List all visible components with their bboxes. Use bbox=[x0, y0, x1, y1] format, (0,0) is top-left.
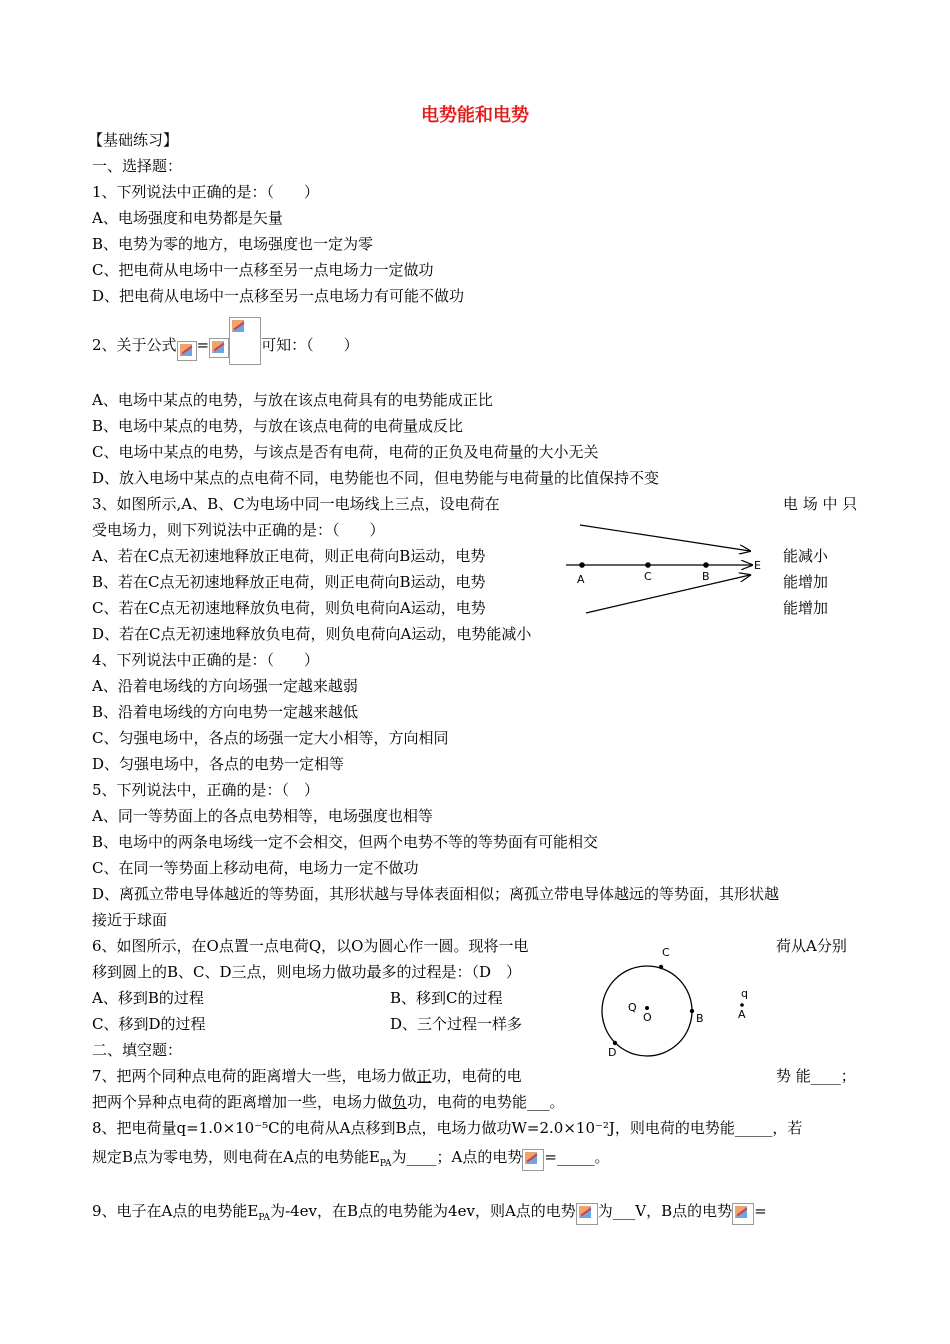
q7-answer-negative: 负 bbox=[392, 1093, 408, 1111]
q6-stem-line1: 6、如图所示，在O点置一点电荷Q，以O为圆心作一圆。现将一电 bbox=[92, 937, 529, 955]
q9-mid2: 为___V，B点的电势 bbox=[597, 1202, 733, 1220]
part1-heading: 一、选择题： bbox=[92, 157, 183, 175]
q3-option-b-end: 能增加 bbox=[783, 573, 829, 591]
q6-option-a: A、移到B的过程 bbox=[92, 989, 204, 1007]
q8-line1: 8、把电荷量q=1.0×10⁻⁵C的电荷从A点移到B点，电场力做功W=2.0×10⁻²J，则电荷的电势能_____，若 bbox=[92, 1119, 803, 1137]
point-a-label: A bbox=[738, 1008, 746, 1021]
formula-image-icon bbox=[177, 341, 197, 361]
q5-option-b: B、电场中的两条电场线一定不会相交，但两个电势不等的等势面有可能相交 bbox=[92, 833, 599, 851]
q3-option-c-end: 能增加 bbox=[783, 599, 829, 617]
q7-line1-right: 势 能____； bbox=[776, 1067, 856, 1085]
q2-equals: = bbox=[196, 336, 210, 354]
q6-stem-line1-right: 荷从A分别 bbox=[776, 937, 847, 955]
q5-option-c: C、在同一等势面上移动电荷，电场力一定不做功 bbox=[92, 859, 419, 877]
point-a-dot bbox=[579, 562, 585, 568]
q3-option-a-end: 能减小 bbox=[783, 547, 829, 565]
q2-stem bbox=[92, 327, 359, 365]
page-title: 电势能和电势 bbox=[421, 105, 529, 126]
point-c-dot bbox=[645, 562, 651, 568]
test-charge-dot bbox=[740, 1003, 744, 1007]
q3-option-d: D、若在C点无初速地释放负电荷，则负电荷向A运动，电势能减小 bbox=[92, 625, 532, 643]
charge-q-label: Q bbox=[628, 1001, 637, 1014]
q4-option-c: C、匀强电场中，各点的场强一定大小相等，方向相同 bbox=[92, 729, 449, 747]
q2-option-c: C、电场中某点的电势，与该点是否有电荷，电荷的正负及电荷量的大小无关 bbox=[92, 443, 599, 461]
point-c-label: C bbox=[644, 570, 652, 583]
q3-option-b: B、若在C点无初速地释放正电荷，则正电荷向B运动，电势 bbox=[92, 573, 486, 591]
q7-line1-pre: 7、把两个同种点电荷的距离增大一些，电场力做 bbox=[92, 1067, 417, 1085]
q4-stem: 4、下列说法中正确的是：（ ） bbox=[92, 651, 320, 669]
q9-line bbox=[92, 1199, 767, 1227]
formula-image-icon bbox=[209, 338, 229, 358]
q5-option-d-line2: 接近于球面 bbox=[92, 911, 168, 929]
q7-line2 bbox=[92, 1093, 565, 1111]
point-b-dot bbox=[690, 1009, 694, 1013]
q3-option-a: A、若在C点无初速地释放正电荷，则正电荷向B运动，电势 bbox=[92, 547, 486, 565]
q1-stem: 1、下列说法中正确的是：（ ） bbox=[92, 183, 320, 201]
q9-subscript: PA bbox=[258, 1213, 271, 1223]
potential-symbol-image-icon bbox=[522, 1149, 544, 1171]
q7-line1-post: 功，电荷的电 bbox=[431, 1067, 522, 1085]
q2-stem-post: 可知：（ ） bbox=[261, 336, 359, 354]
field-line-lower bbox=[586, 575, 750, 613]
section-label: 【基础练习】 bbox=[88, 131, 179, 149]
part2-heading: 二、填空题： bbox=[92, 1041, 183, 1059]
q2-stem-pre: 2、关于公式 bbox=[92, 336, 177, 354]
q3-field-line-figure bbox=[560, 515, 780, 625]
q3-stem-line1-right: 电 场 中 只 bbox=[783, 495, 858, 513]
q3-stem-line2: 受电场力，则下列说法中正确的是：（ ） bbox=[92, 521, 385, 539]
point-b-label: B bbox=[696, 1012, 704, 1025]
q7-answer-positive: 正 bbox=[416, 1067, 432, 1085]
point-d-dot bbox=[613, 1041, 617, 1045]
q5-option-d-line1: D、离孤立带电导体越近的等势面，其形状越与导体表面相似；离孤立带电导体越远的等势面，其形状越 bbox=[92, 885, 780, 903]
q8-subscript: PA bbox=[379, 1159, 392, 1169]
q8-line2-mid: 为____；A点的电势 bbox=[391, 1148, 523, 1166]
q5-stem: 5、下列说法中，正确的是：（ ） bbox=[92, 781, 320, 799]
q8-line2-post: =_____。 bbox=[544, 1148, 610, 1166]
center-o-dot bbox=[645, 1006, 649, 1010]
point-c-dot bbox=[659, 965, 663, 969]
q4-option-d: D、匀强电场中，各点的电势一定相等 bbox=[92, 755, 345, 773]
q1-option-a: A、电场强度和电势都是矢量 bbox=[92, 209, 283, 227]
q6-stem-line2: 移到圆上的B、C、D三点，则电场力做功最多的过程是：（D ） bbox=[92, 963, 522, 981]
point-a-label: A bbox=[577, 573, 585, 586]
q4-option-b: B、沿着电场线的方向电势一定越来越低 bbox=[92, 703, 359, 721]
q3-option-c: C、若在C点无初速地释放负电荷，则负电荷向A运动，电势 bbox=[92, 599, 486, 617]
field-e-label: E bbox=[754, 559, 761, 572]
q3-stem-line1: 3、如图所示,A、B、C为电场中同一电场线上三点，设电荷在 bbox=[92, 495, 500, 513]
q2-option-d: D、放入电场中某点的点电荷不同，电势能也不同，但电势能与电荷量的比值保持不变 bbox=[92, 469, 660, 487]
q8-line2-pre: 规定B点为零电势，则电荷在A点的电势能E bbox=[92, 1148, 380, 1166]
q6-option-d: D、三个过程一样多 bbox=[390, 1015, 523, 1033]
q6-option-b: B、移到C的过程 bbox=[390, 989, 503, 1007]
q4-option-a: A、沿着电场线的方向场强一定越来越弱 bbox=[92, 677, 358, 695]
q9-pre: 9、电子在A点的电势能E bbox=[92, 1202, 259, 1220]
q7-line1 bbox=[92, 1067, 522, 1085]
q9-mid1: 为-4ev，在B点的电势能为4ev，则A点的电势 bbox=[270, 1202, 576, 1220]
q6-circle-figure bbox=[590, 938, 770, 1066]
q9-post: = bbox=[754, 1202, 767, 1220]
field-line-upper bbox=[580, 525, 750, 551]
q1-option-d: D、把电荷从电场中一点移至另一点电场力有可能不做功 bbox=[92, 287, 465, 305]
q2-option-a: A、电场中某点的电势，与放在该点电荷具有的电势能成正比 bbox=[92, 391, 493, 409]
point-b-label: B bbox=[702, 570, 710, 583]
q6-option-c: C、移到D的过程 bbox=[92, 1015, 206, 1033]
q2-option-b: B、电场中某点的电势，与放在该点电荷的电荷量成反比 bbox=[92, 417, 464, 435]
potential-symbol-image-icon bbox=[732, 1203, 754, 1225]
q1-option-b: B、电势为零的地方，电场强度也一定为零 bbox=[92, 235, 374, 253]
point-c-label: C bbox=[662, 946, 670, 959]
q7-line2-post: 功，电荷的电势能___。 bbox=[407, 1093, 565, 1111]
test-charge-label: q bbox=[741, 987, 748, 1000]
q8-line2 bbox=[92, 1145, 609, 1173]
q7-line2-pre: 把两个异种点电荷的距离增加一些，电场力做 bbox=[92, 1093, 393, 1111]
point-b-dot bbox=[703, 562, 709, 568]
formula-image-icon bbox=[229, 317, 261, 365]
center-o-label: O bbox=[643, 1011, 652, 1024]
point-d-label: D bbox=[608, 1046, 617, 1059]
potential-symbol-image-icon bbox=[576, 1203, 598, 1225]
q5-option-a: A、同一等势面上的各点电势相等，电场强度也相等 bbox=[92, 807, 433, 825]
q1-option-c: C、把电荷从电场中一点移至另一点电场力一定做功 bbox=[92, 261, 434, 279]
